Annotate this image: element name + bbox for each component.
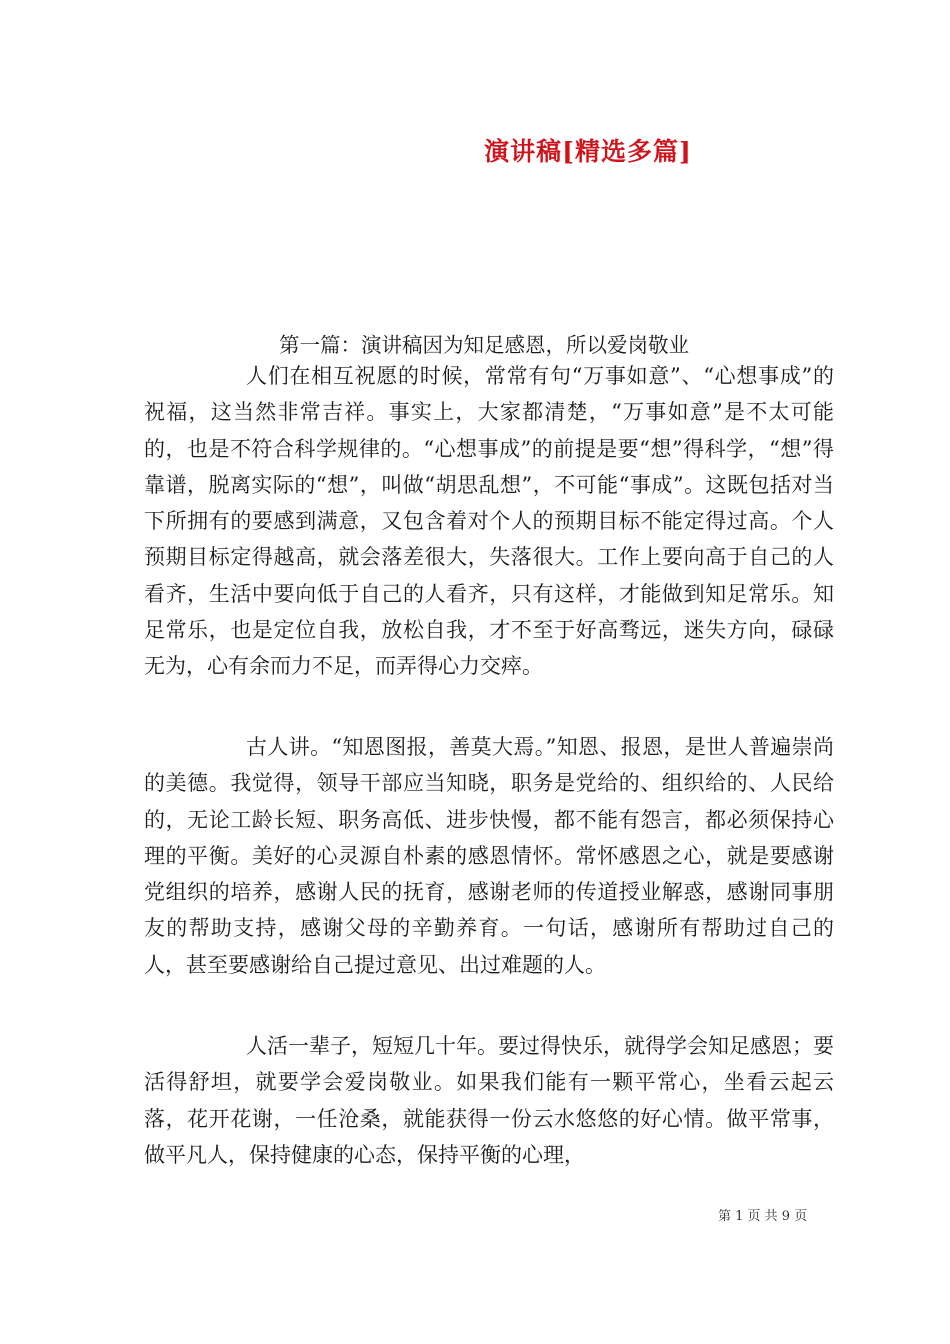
body-paragraph: 人活一辈子，短短几十年。要过得快乐，就得学会知足感恩；要活得舒坦，就要学会爱岗敬业。如果我们能有一颗平常心，坐看云起云落，花开花谢，一任沧桑，就能获得一份云水悠悠的好心情。做平常事，做平凡人，保持健康的心态，保持平衡的心理， [144,1034,834,1167]
page-number-footer: 第 1 页 共 9 页 [718,1209,808,1224]
body-paragraph: 古人讲。“知恩图报，善莫大焉。”知恩、报恩，是世人普遍崇尚的美德。我觉得，领导干部应当知晓，职务是党给的、组织给的、人民给的，无论工龄长短、职务高低、进步快慢，都不能有怨言，都必须保持心理的平衡。美好的心灵源自朴素的感恩情怀。常怀感恩之心，就是要感谢党组织的培养，感谢人民的抚育，感谢老师的传道授业解惑，感谢同事朋友的帮助支持，感谢父母的辛勤养育。一句话，感谢所有帮助过自己的人，甚至要感谢给自己提过意见、出过难题的人。 [144,735,834,977]
section-heading: 第一篇：演讲稿因为知足感恩，所以爱岗敬业 [279,333,689,357]
body-paragraph: 人们在相互祝愿的时候，常常有句“万事如意”、“心想事成”的祝福，这当然非常吉祥。事实上，大家都清楚，“万事如意”是不太可能的，也是不符合科学规律的。“心想事成”的前提是要“想”得科学，“想”得靠谱，脱离实际的“想”，叫做“胡思乱想”，不可能“事成”。这既包括对当下所拥有的要感到满意，又包含着对个人的预期目标不能定得过高。个人预期目标定得越高，就会落差很大，失落很大。工作上要向高于自己的人看齐，生活中要向低于自己的人看齐，只有这样，才能做到知足常乐。知足常乐，也是定位自我，放松自我，才不至于好高骛远，迷失方向，碌碌无为，心有余而力不足，而弄得心力交瘁。 [144,364,834,679]
document-title: 演讲稿[精选多篇] [484,137,692,166]
